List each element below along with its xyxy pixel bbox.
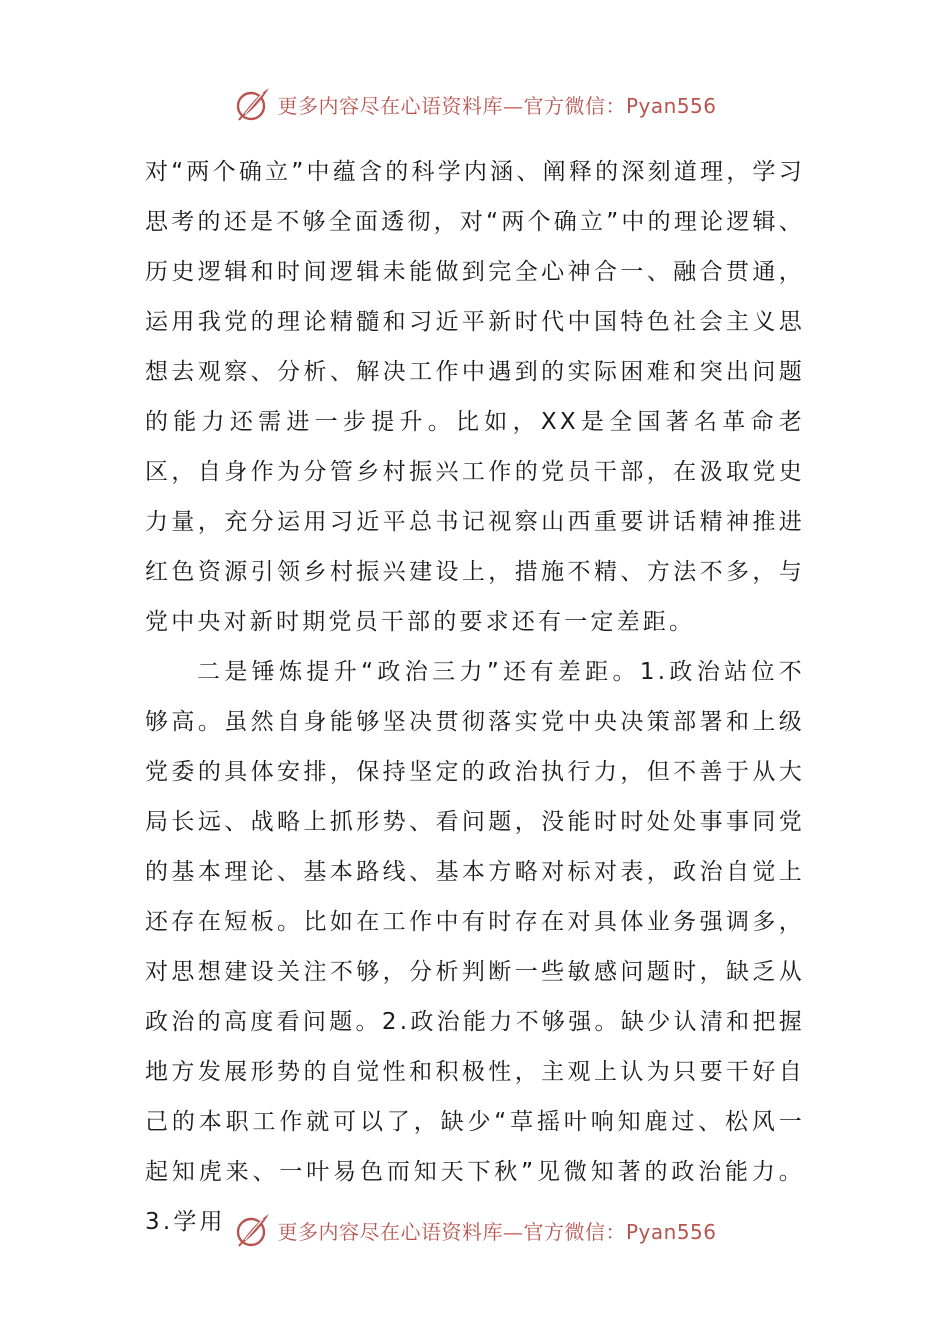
watermark-wechat-id: Pyan556: [625, 93, 717, 118]
watermark-text: [277, 1216, 716, 1245]
quill-pen-logo-icon: [233, 1210, 273, 1250]
watermark-label: 更多内容尽在心语资料库—官方微信：: [277, 93, 626, 118]
watermark-wechat-id: Pyan556: [625, 1219, 717, 1244]
document-body: [145, 147, 805, 1247]
paragraph-continued: 对“两个确立”中蕴含的科学内涵、阐释的深刻道理，学习思考的还是不够全面透彻，对“两个确立”中的理论逻辑、历史逻辑和时间逻辑未能做到完全心神合一、融合贯通，运用我党的理论精髓和习近平新时代中国特色社会主义思想去观察、分析、解决工作中遇到的实际困难和突出问题的能力还需进一步提升。比如，XX是全国著名革命老区，自身作为分管乡村振兴工作的党员干部，在汲取党史力量，充分运用习近平总书记视察山西重要讲话精神推进红色资源引领乡村振兴建设上，措施不精、方法不多，与党中央对新时期党员干部的要求还有一定差距。: [145, 159, 805, 635]
quill-pen-logo-icon: [233, 84, 273, 124]
footer-watermark: [0, 1208, 950, 1252]
watermark-text: [277, 90, 716, 119]
paragraph-political-abilities: 二是锤炼提升“政治三力”还有差距。1.政治站位不够高。虽然自身能够坚决贯彻落实党中央决策部署和上级党委的具体安排，保持坚定的政治执行力，但不善于从大局长远、战略上抓形势、看问题，没能时时处处事事同党的基本理论、基本路线、基本方略对标对表，政治自觉上还存在短板。比如在工作中有时存在对具体业务强调多，对思想建设关注不够，分析判断一些敏感问题时，缺乏从政治的高度看问题。2.政治能力不够强。缺少认清和把握地方发展形势的自觉性和积极性，主观上认为只要干好自己的本职工作就可以了，缺少“草摇叶响知鹿过、松风一起知虎来、一叶易色而知天下秋”见微知著的政治能力。3.学用: [145, 659, 805, 1235]
watermark-label: 更多内容尽在心语资料库—官方微信：: [277, 1219, 626, 1244]
header-watermark: [0, 82, 950, 126]
